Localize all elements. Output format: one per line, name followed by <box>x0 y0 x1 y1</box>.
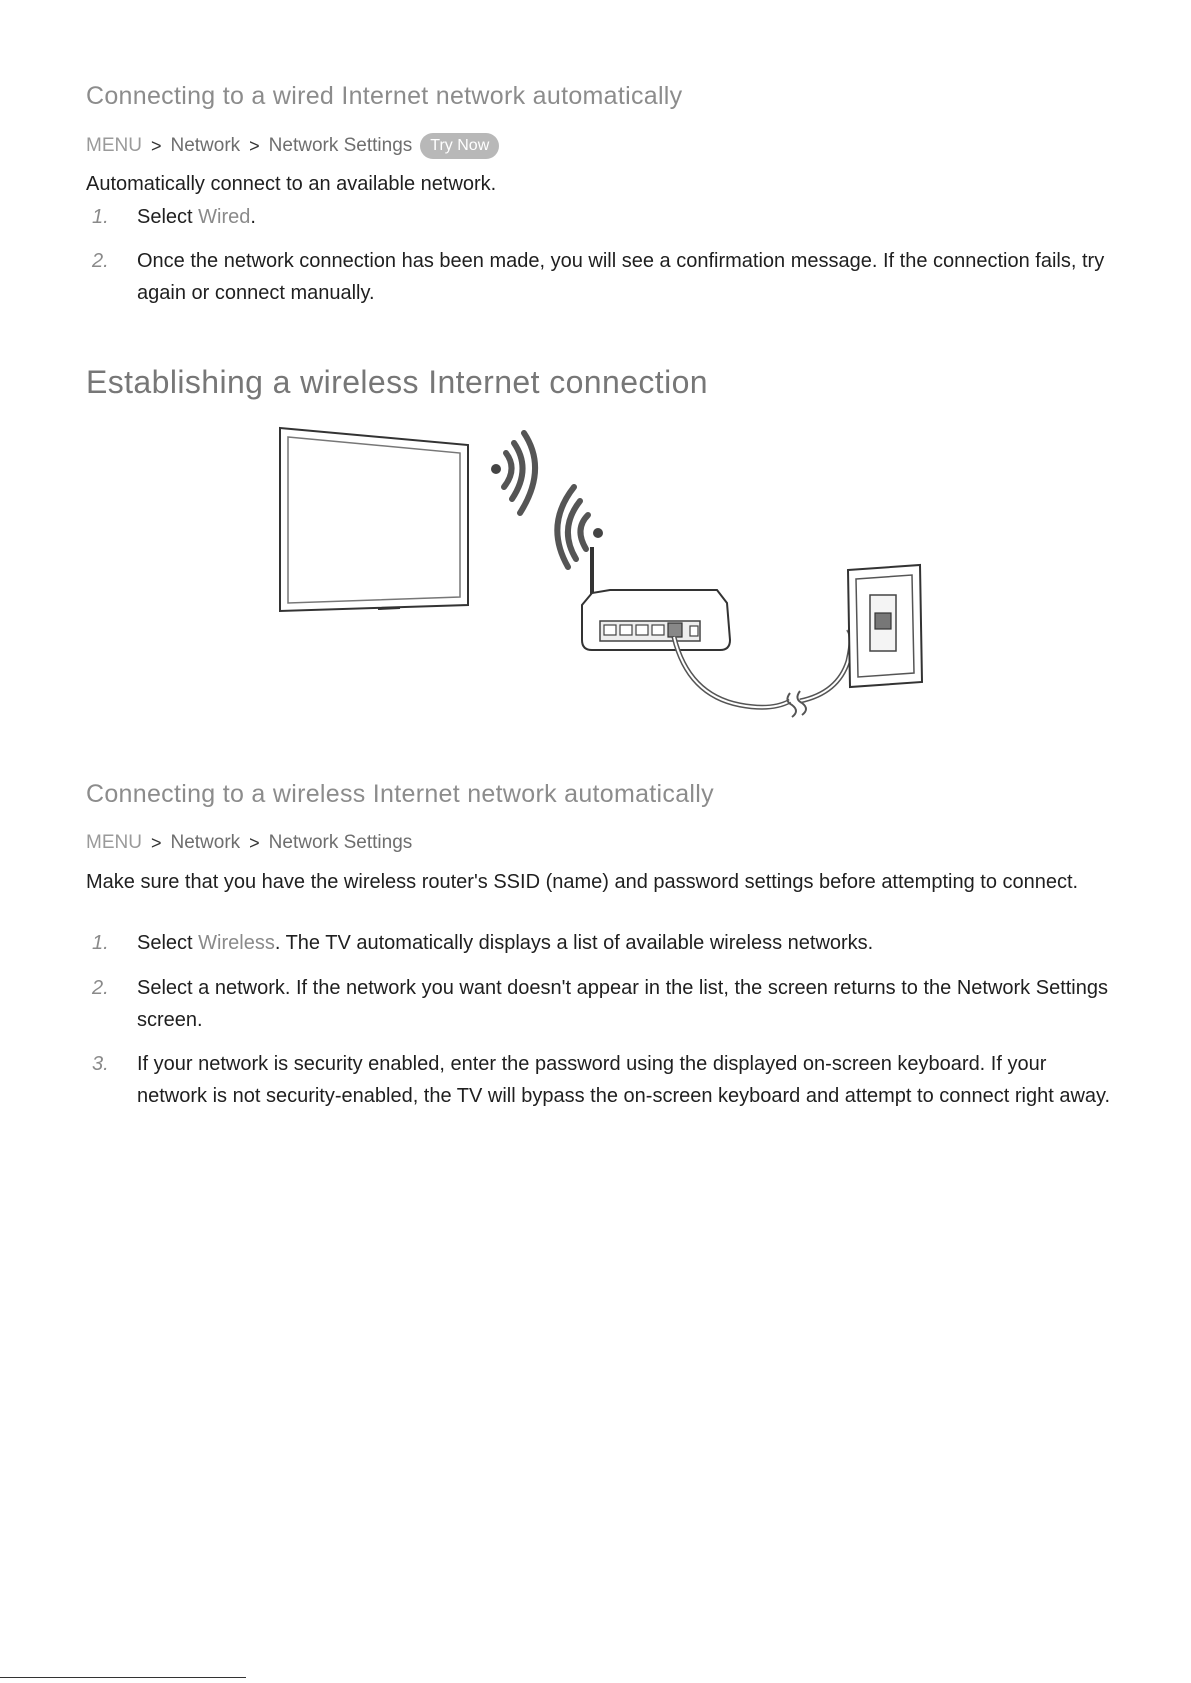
step-text: Select a network. If the network you want doesn't appear in the list, the screen returns to the Network Settings screen. <box>137 977 1108 1031</box>
tv-icon <box>280 428 468 611</box>
step-keyword-wireless: Wireless <box>198 932 275 954</box>
step-number: 1. <box>92 932 109 954</box>
step-text: Select <box>137 932 199 954</box>
breadcrumb-separator: > <box>150 135 162 156</box>
breadcrumb-network: Network <box>170 832 241 853</box>
wired-section-heading: Connecting to a wired Internet network automatically <box>86 82 683 110</box>
wireless-section-heading: Connecting to a wireless Internet network automatically <box>86 780 714 808</box>
step-text: Once the network connection has been made, you will see a confirmation message. If the connection fails, try again or connect manually. <box>137 250 1105 304</box>
wireless-step-2 <box>86 972 1116 1036</box>
wireless-intro: Make sure that you have the wireless router's SSID (name) and password settings before attempting to connect. <box>86 871 1079 893</box>
try-now-button[interactable]: Try Now <box>420 133 499 159</box>
wall-jack-icon <box>848 565 922 687</box>
step-text: . The TV automatically displays a list of available wireless networks. <box>274 932 874 954</box>
breadcrumb-network-settings: Network Settings <box>268 832 413 853</box>
step-text: Select <box>137 206 199 228</box>
breadcrumb-network-settings: Network Settings <box>268 135 413 156</box>
breadcrumb-menu: MENU <box>86 135 142 156</box>
step-text: If your network is security enabled, enter the password using the displayed on-screen keyboard. If your network is not security-enabled, the TV will bypass the on-screen keyboard and attempt to connect right away. <box>137 1053 1111 1107</box>
wireless-connection-illustration <box>270 425 930 735</box>
footer-rule <box>0 1677 246 1678</box>
wireless-breadcrumb <box>86 832 412 854</box>
wireless-step-3 <box>86 1048 1116 1112</box>
wired-intro: Automatically connect to an available network. <box>86 173 497 195</box>
wireless-step-1 <box>86 927 1116 959</box>
router-icon <box>582 547 730 650</box>
breadcrumb-menu: MENU <box>86 832 142 853</box>
router-wifi-signal-icon <box>557 487 603 567</box>
step-number: 3. <box>92 1053 109 1075</box>
wired-step-2 <box>86 245 1116 309</box>
step-keyword-wired: Wired <box>198 206 251 228</box>
breadcrumb-separator: > <box>150 832 162 853</box>
step-number: 1. <box>92 206 109 228</box>
wifi-signal-icon <box>491 433 535 513</box>
breadcrumb-network: Network <box>170 135 241 156</box>
wired-step-1 <box>86 201 1116 233</box>
step-number: 2. <box>92 977 109 999</box>
wireless-main-heading: Establishing a wireless Internet connection <box>86 364 708 400</box>
breadcrumb-separator: > <box>249 135 260 156</box>
step-text: . <box>250 206 256 228</box>
step-number: 2. <box>92 250 109 272</box>
wired-breadcrumb <box>86 133 499 159</box>
breadcrumb-separator: > <box>249 832 260 853</box>
